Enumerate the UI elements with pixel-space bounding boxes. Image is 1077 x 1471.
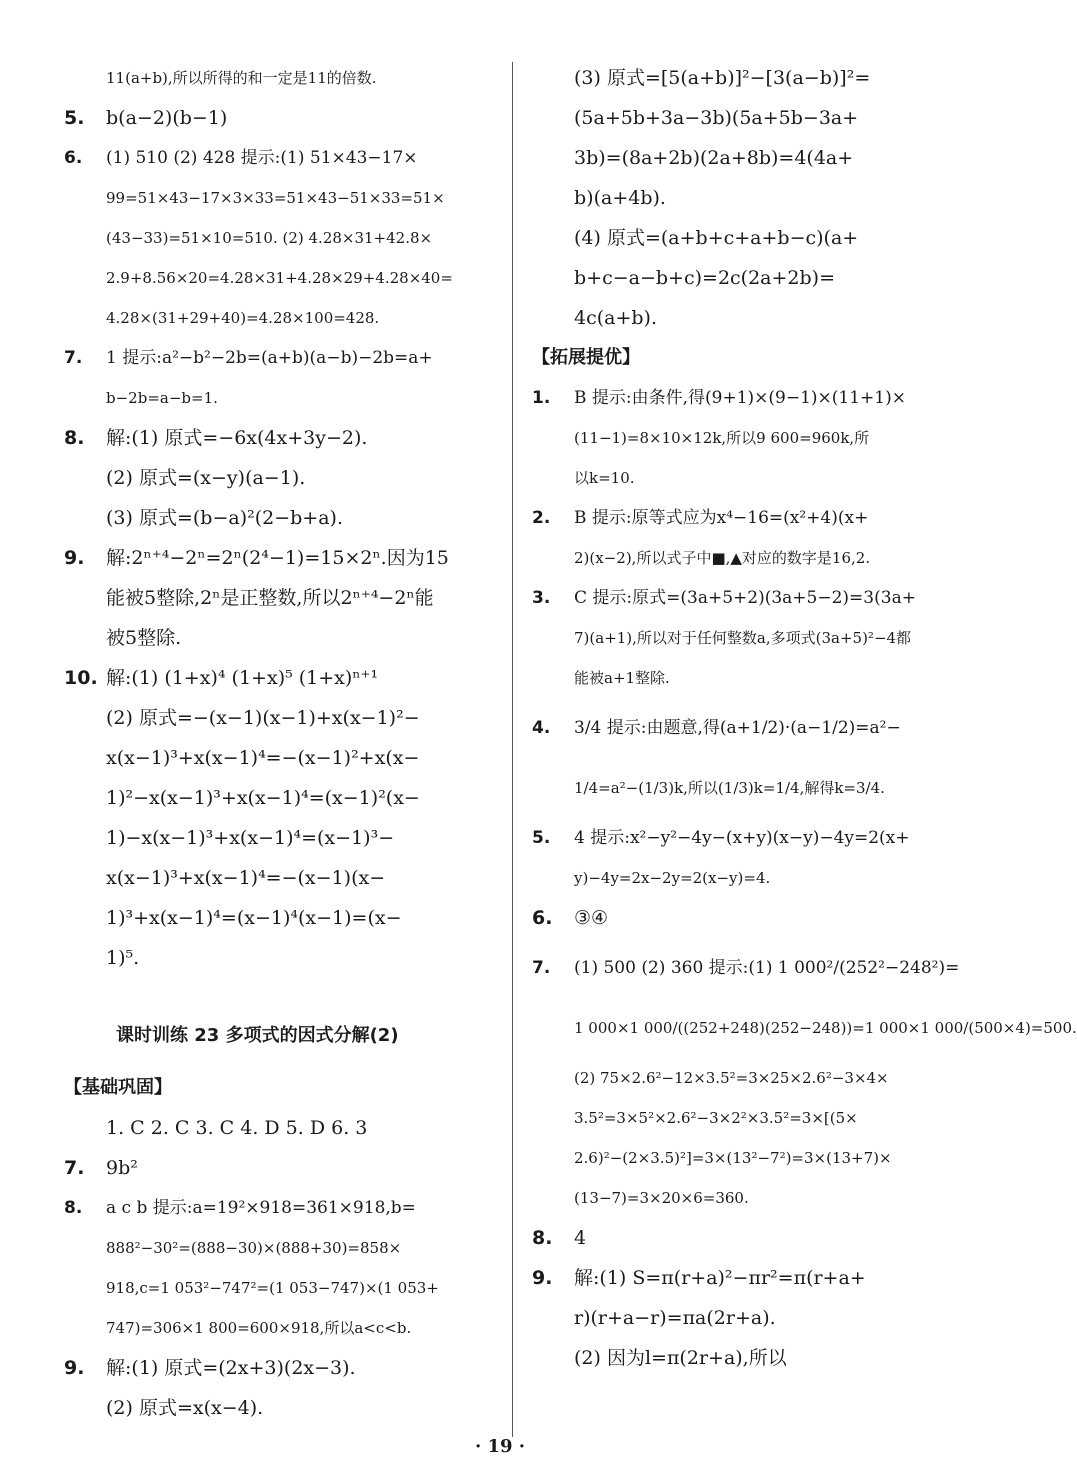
answer-text: (1) 500 (2) 360 提示:(1) 1 000²/(252²−248²)= — [574, 958, 960, 978]
answer-line — [64, 98, 504, 138]
answer-line — [532, 1298, 972, 1338]
column-divider — [512, 62, 513, 1437]
answer-line — [532, 458, 972, 498]
answer-line — [532, 418, 972, 458]
answer-text: 解:(1) S=π(r+a)²−πr²=π(r+a+ — [574, 1267, 866, 1289]
answer-text: 1 000×1 000/((252+248)(252−248))=1 000×1 000/(500×4)=500. — [574, 1019, 1077, 1037]
answer-line — [64, 858, 504, 898]
answer-text: (13−7)=3×20×6=360. — [574, 1189, 749, 1207]
answer-text: 11(a+b),所以所得的和一定是11的倍数. — [106, 69, 377, 87]
question-number: 6. — [532, 907, 553, 929]
question-number: 8. — [64, 1198, 83, 1218]
answer-line — [64, 418, 504, 458]
answer-line — [64, 538, 504, 578]
question-number: 8. — [64, 427, 85, 449]
answer-line — [532, 138, 972, 178]
question-number: 8. — [532, 1227, 553, 1249]
page-number: · 19 · — [474, 1436, 526, 1457]
answer-line — [532, 178, 972, 218]
answer-text: 4 — [574, 1227, 587, 1249]
answer-line — [532, 618, 972, 658]
answer-line — [532, 1098, 972, 1138]
question-number: 7. — [64, 348, 83, 368]
answer-text: 【基础巩固】 — [64, 1077, 172, 1098]
answer-line — [532, 1058, 972, 1098]
answer-text: b(a−2)(b−1) — [106, 107, 228, 129]
answer-line — [532, 898, 972, 938]
answer-line — [532, 1138, 972, 1178]
answer-text: 3b)=(8a+2b)(2a+8b)=4(4a+ — [574, 147, 854, 169]
left-column — [64, 58, 504, 1428]
answer-line — [532, 998, 1077, 1058]
question-number: 6. — [64, 148, 83, 168]
answer-line — [532, 538, 972, 578]
answer-text: a c b 提示:a=19²×918=361×918,b= — [106, 1198, 416, 1218]
question-number: 9. — [532, 1267, 553, 1289]
answer-line — [64, 658, 504, 698]
answer-line — [532, 298, 972, 338]
answer-line — [64, 818, 504, 858]
answer-line — [532, 498, 972, 538]
answer-text: (11−1)=8×10×12k,所以9 600=960k,所 — [574, 429, 870, 447]
answer-text: 1)²−x(x−1)³+x(x−1)⁴=(x−1)²(x− — [106, 787, 420, 809]
answer-text: 3.5²=3×5²×2.6²−3×2²×3.5²=3×[(5× — [574, 1109, 858, 1127]
answer-line — [64, 338, 504, 378]
answer-text: (5a+5b+3a−3b)(5a+5b−3a+ — [574, 107, 859, 129]
answer-text: 能被a+1整除. — [574, 669, 670, 687]
answer-line — [532, 818, 972, 858]
answer-text: 99=51×43−17×3×33=51×43−51×33=51× — [106, 189, 445, 207]
answer-line — [64, 1268, 504, 1308]
answer-line — [64, 1148, 504, 1188]
answer-text: 918,c=1 053²−747²=(1 053−747)×(1 053+ — [106, 1279, 439, 1297]
answer-text: (2) 原式=−(x−1)(x−1)+x(x−1)²− — [106, 707, 420, 729]
answer-line — [532, 1178, 972, 1218]
answer-line — [532, 98, 972, 138]
answer-line — [64, 1348, 504, 1388]
answer-text: 1 提示:a²−b²−2b=(a+b)(a−b)−2b=a+ — [106, 348, 433, 368]
answer-line — [64, 938, 504, 978]
answer-line — [64, 698, 504, 738]
answer-line — [64, 978, 504, 1004]
answer-text: (2) 原式=x(x−4). — [106, 1397, 264, 1419]
answer-line — [532, 938, 972, 998]
answer-line — [64, 578, 504, 618]
answer-line — [64, 1308, 504, 1348]
answer-text: ③④ — [574, 907, 609, 929]
answer-text: 1)−x(x−1)³+x(x−1)⁴=(x−1)³− — [106, 827, 395, 849]
answer-line — [532, 698, 972, 758]
question-number: 2. — [532, 508, 551, 528]
answer-line — [532, 338, 972, 378]
answer-line — [64, 178, 504, 218]
answer-text: 课时训练 23 多项式的因式分解(2) — [116, 1025, 399, 1046]
answer-text: (2) 原式=(x−y)(a−1). — [106, 467, 306, 489]
answer-text: 解:(1) 原式=−6x(4x+3y−2). — [106, 427, 368, 449]
answer-text: b+c−a−b+c)=2c(2a+2b)= — [574, 267, 836, 289]
question-number: 4. — [532, 718, 551, 738]
answer-text: r)(r+a−r)=πa(2r+a). — [574, 1307, 776, 1329]
answer-line — [532, 758, 972, 818]
answer-text: (2) 因为l=π(2r+a),所以 — [574, 1347, 787, 1369]
answer-text: b)(a+4b). — [574, 187, 666, 209]
answer-text: 【拓展提优】 — [532, 347, 640, 368]
answer-text: 1)⁵. — [106, 947, 140, 969]
answer-line — [64, 618, 504, 658]
question-number: 1. — [532, 388, 551, 408]
answer-text: 能被5整除,2ⁿ是正整数,所以2ⁿ⁺⁴−2ⁿ能 — [106, 587, 434, 609]
answer-line — [64, 58, 504, 98]
answer-line — [532, 378, 972, 418]
answer-text: 4.28×(31+29+40)=4.28×100=428. — [106, 309, 380, 327]
answer-line — [64, 738, 504, 778]
answer-line — [64, 1108, 504, 1148]
answer-text: 1. C 2. C 3. C 4. D 5. D 6. 3 — [106, 1117, 368, 1139]
answer-text: 2.6)²−(2×3.5)²]=3×(13²−7²)=3×(13+7)× — [574, 1149, 892, 1167]
answer-text: 4 提示:x²−y²−4y−(x+y)(x−y)−4y=2(x+ — [574, 828, 910, 848]
answer-text: 解:(1) 原式=(2x+3)(2x−3). — [106, 1357, 356, 1379]
answer-text: x(x−1)³+x(x−1)⁴=−(x−1)(x− — [106, 867, 386, 889]
answer-line — [532, 1258, 972, 1298]
question-number: 3. — [532, 588, 551, 608]
answer-text: 888²−30²=(888−30)×(888+30)=858× — [106, 1239, 402, 1257]
answer-line — [64, 898, 504, 938]
answer-text: x(x−1)³+x(x−1)⁴=−(x−1)²+x(x− — [106, 747, 420, 769]
question-number: 10. — [64, 667, 98, 689]
answer-line — [64, 458, 504, 498]
answer-line — [532, 858, 972, 898]
question-number: 5. — [532, 828, 551, 848]
answer-line — [64, 1188, 504, 1228]
answer-line — [64, 1068, 504, 1108]
answer-text: (1) 510 (2) 428 提示:(1) 51×43−17× — [106, 148, 418, 168]
answer-line — [64, 298, 504, 338]
answer-text: 4c(a+b). — [574, 307, 658, 329]
answer-text: 9b² — [106, 1157, 138, 1179]
answer-line — [532, 258, 972, 298]
answer-line — [64, 258, 504, 298]
question-number: 9. — [64, 547, 85, 569]
answer-line — [532, 218, 972, 258]
answer-text: y)−4y=2x−2y=2(x−y)=4. — [574, 869, 771, 887]
answer-line — [532, 1338, 972, 1378]
answer-text: C 提示:原式=(3a+5+2)(3a+5−2)=3(3a+ — [574, 588, 916, 608]
answer-line — [532, 1218, 972, 1258]
answer-text: 1)³+x(x−1)⁴=(x−1)⁴(x−1)=(x− — [106, 907, 402, 929]
answer-line — [64, 1004, 504, 1068]
answer-text: 被5整除. — [106, 627, 182, 649]
question-number: 7. — [64, 1157, 85, 1179]
answer-line — [64, 778, 504, 818]
answer-text: 747)=306×1 800=600×918,所以a<c<b. — [106, 1319, 412, 1337]
answer-line — [64, 218, 504, 258]
answer-line — [64, 1228, 504, 1268]
answer-text: 2)(x−2),所以式子中■,▲对应的数字是16,2. — [574, 549, 871, 567]
answer-text: 7)(a+1),所以对于任何整数a,多项式(3a+5)²−4都 — [574, 629, 912, 647]
answer-text: (3) 原式=(b−a)²(2−b+a). — [106, 507, 344, 529]
answer-line — [64, 138, 504, 178]
question-number: 7. — [532, 958, 551, 978]
question-number: 5. — [64, 107, 85, 129]
answer-line — [532, 578, 972, 618]
answer-text: (4) 原式=(a+b+c+a+b−c)(a+ — [574, 227, 859, 249]
answer-text: 2.9+8.56×20=4.28×31+4.28×29+4.28×40= — [106, 269, 453, 287]
answer-text: (43−33)=51×10=510. (2) 4.28×31+42.8× — [106, 229, 433, 247]
answer-line — [64, 498, 504, 538]
answer-text: (2) 75×2.6²−12×3.5²=3×25×2.6²−3×4× — [574, 1069, 889, 1087]
answer-line — [532, 58, 972, 98]
answer-line — [64, 1388, 504, 1428]
answer-text: 解:2ⁿ⁺⁴−2ⁿ=2ⁿ(2⁴−1)=15×2ⁿ.因为15 — [106, 547, 449, 569]
answer-line — [532, 658, 972, 698]
answer-text: 解:(1) (1+x)⁴ (1+x)⁵ (1+x)ⁿ⁺¹ — [106, 667, 379, 689]
answer-line — [64, 378, 504, 418]
answer-text: 3/4 提示:由题意,得(a+1/2)·(a−1/2)=a²− — [574, 718, 901, 738]
answer-text: b−2b=a−b=1. — [106, 389, 218, 407]
answer-text: 1/4=a²−(1/3)k,所以(1/3)k=1/4,解得k=3/4. — [574, 779, 885, 797]
right-column — [532, 58, 1077, 1378]
question-number: 9. — [64, 1357, 85, 1379]
answer-text: 以k=10. — [574, 469, 635, 487]
answer-text: (3) 原式=[5(a+b)]²−[3(a−b)]²= — [574, 67, 871, 89]
answer-text: B 提示:原等式应为x⁴−16=(x²+4)(x+ — [574, 508, 869, 528]
answer-text: B 提示:由条件,得(9+1)×(9−1)×(11+1)× — [574, 388, 906, 408]
